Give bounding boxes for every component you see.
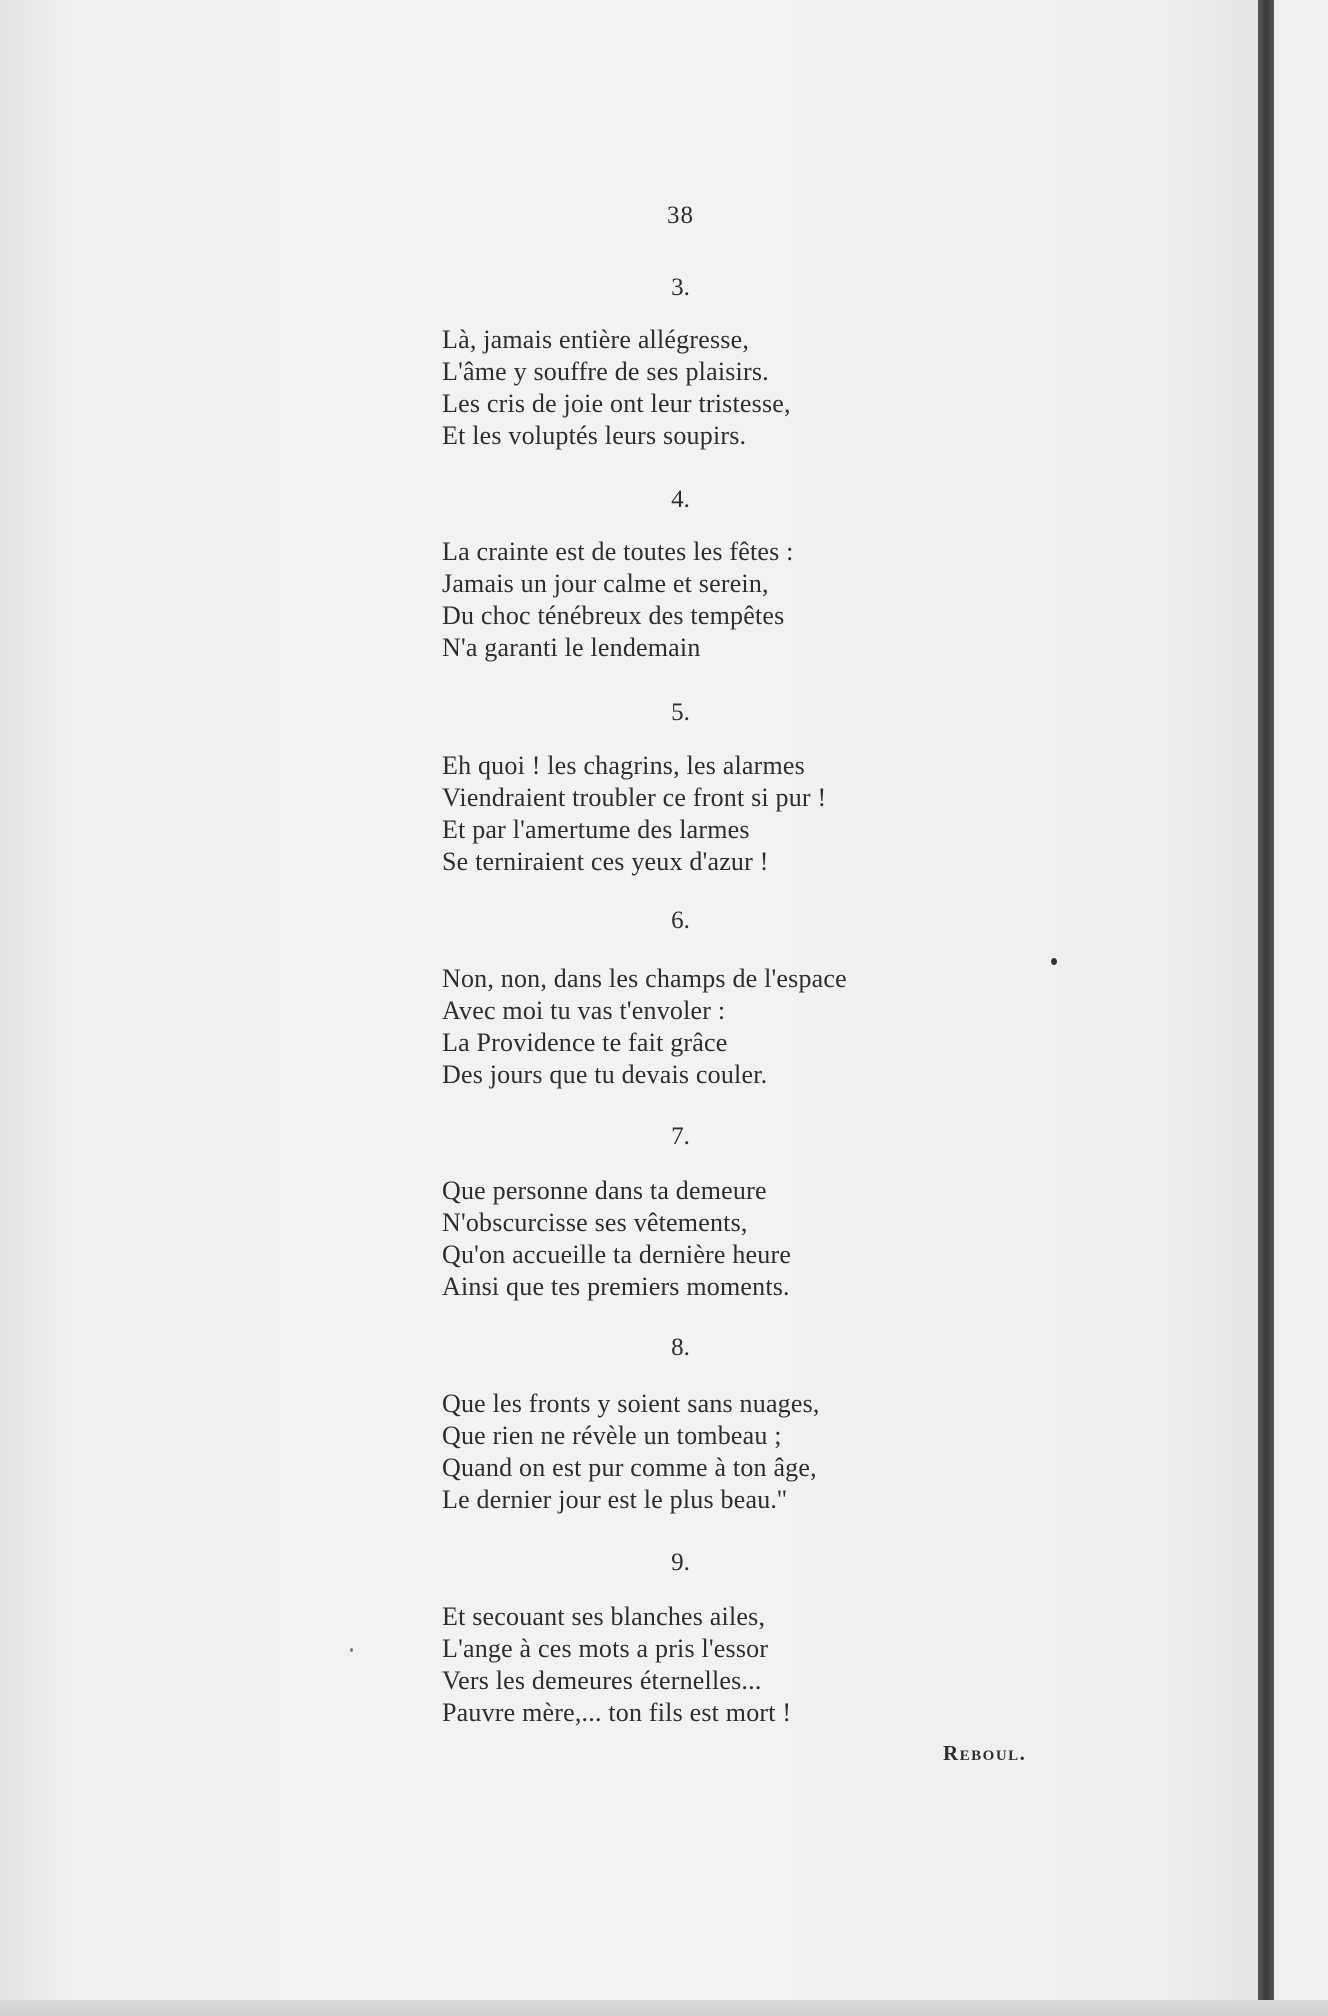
page-bottom-edge (0, 2000, 1328, 2016)
ink-speck (1051, 958, 1057, 965)
verse-line: La crainte est de toutes les fêtes : (442, 537, 794, 566)
verse-line: Et secouant ses blanches ailes, (442, 1602, 766, 1631)
verse-line: Là, jamais entière allégresse, (442, 325, 750, 354)
verse-line: Et par l'amertume des larmes (442, 815, 750, 844)
stanza (442, 1175, 1042, 1303)
stanza-number: 9. (671, 1549, 690, 1576)
verse-line: Que rien ne révèle un tombeau ; (442, 1421, 782, 1450)
verse-line: N'a garanti le lendemain (442, 633, 701, 662)
verse-line: Quand on est pur comme à ton âge, (442, 1453, 817, 1482)
verse-line: Qu'on accueille ta dernière heure (442, 1240, 792, 1269)
verse-line: Se terniraient ces yeux d'azur ! (442, 847, 769, 876)
verse-line: Pauvre mère,... ton fils est mort ! (442, 1698, 792, 1727)
author-signature: Reboul. (943, 1741, 1027, 1765)
stanza-number: 7. (671, 1123, 690, 1150)
stanza (442, 1601, 1042, 1729)
stanza (442, 536, 1042, 664)
verse-line: La Providence te fait grâce (442, 1028, 728, 1057)
page-number: 38 (667, 202, 694, 229)
stanza (442, 324, 1042, 452)
stanza-number: 8. (671, 1334, 690, 1361)
verse-line: Avec moi tu vas t'envoler : (442, 996, 726, 1025)
stanza-number: 5. (671, 699, 690, 726)
stanza (442, 1388, 1042, 1516)
verse-line: Eh quoi ! les chagrins, les alarmes (442, 751, 805, 780)
stanza-number: 3. (671, 274, 690, 301)
verse-line: Non, non, dans les champs de l'espace (442, 964, 847, 993)
verse-line: Viendraient troubler ce front si pur ! (442, 783, 827, 812)
ink-speck (350, 1648, 353, 1652)
verse-line: L'ange à ces mots a pris l'essor (442, 1634, 769, 1663)
verse-line: Le dernier jour est le plus beau.'' (442, 1485, 787, 1514)
verse-line: L'âme y souffre de ses plaisirs. (442, 357, 769, 386)
verse-line: Vers les demeures éternelles... (442, 1666, 762, 1695)
stanza (442, 750, 1042, 878)
verse-line: Des jours que tu devais couler. (442, 1060, 768, 1089)
stanza (442, 963, 1042, 1091)
verse-line: Et les voluptés leurs soupirs. (442, 421, 747, 450)
verse-line: Jamais un jour calme et serein, (442, 569, 769, 598)
stanza-number: 4. (671, 486, 690, 513)
verse-line: N'obscurcisse ses vêtements, (442, 1208, 748, 1237)
adjacent-page-edge (1274, 0, 1328, 2016)
verse-line: Que les fronts y soient sans nuages, (442, 1389, 820, 1418)
verse-line: Ainsi que tes premiers moments. (442, 1272, 790, 1301)
verse-line: Que personne dans ta demeure (442, 1176, 767, 1205)
stanza-number: 6. (671, 907, 690, 934)
verse-line: Du choc ténébreux des tempêtes (442, 601, 785, 630)
verse-line: Les cris de joie ont leur tristesse, (442, 389, 791, 418)
book-binding (1258, 0, 1274, 2016)
